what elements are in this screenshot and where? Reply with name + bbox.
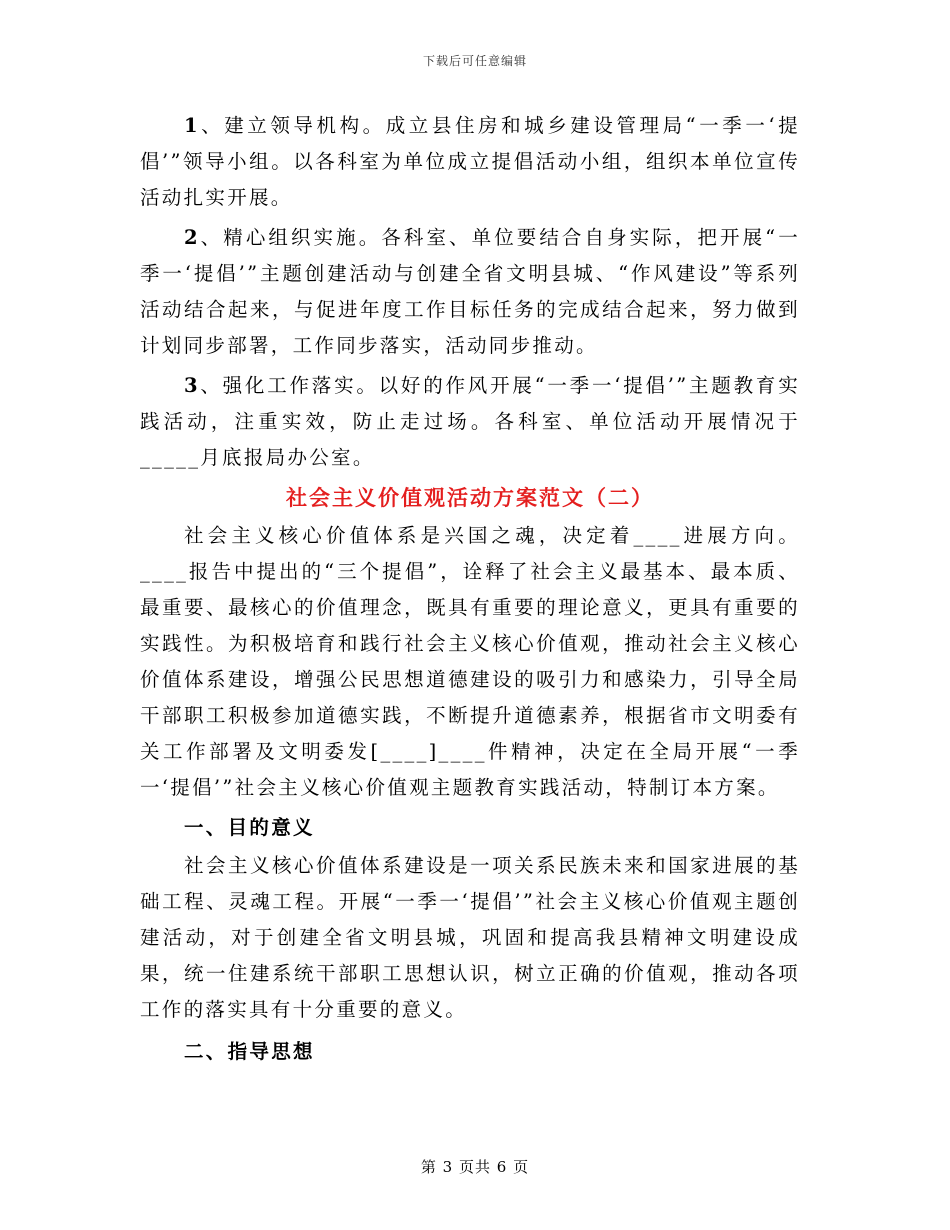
item-text: 、强化工作落实。以好的作风开展“一季一‘提倡’”主题教育实践活动，注重实效，防止走过场。各科室、单位活动开展情况于_____月底报局办公室。 <box>140 374 800 469</box>
page-header-note: 下载后可任意编辑 <box>422 54 527 68</box>
item-text: 、建立领导机构。成立县住房和城乡建设管理局“一季一‘提倡’”领导小组。以各科室为单位成立提倡活动小组，组织本单位宣传活动扎实开展。 <box>140 114 800 209</box>
item-number: 3 <box>184 374 200 397</box>
document-body <box>140 108 800 1072</box>
heading-purpose: 一、目的意义 <box>184 816 315 839</box>
section-title: 社会主义价值观活动方案范文（二） <box>286 485 654 510</box>
intro-paragraph: 社会主义核心价值体系是兴国之魂，决定着____进展方向。____报告中提出的“三个提倡”，诠释了社会主义最基本、最本质、最重要、最核心的价值理念，既具有重要的理论意义，更具有重要的实践性。为积极培育和践行社会主义核心价值观，推动社会主义核心价值体系建设，增强公民思想道德建设的吸引力和感染力，引导全局干部职工积极参加道德实践，不断提升道德素养，根据省市文明委有关工作部署及文明委发[____]____件精神，决定在全局开展“一季一‘提倡’”社会主义核心价值观主题教育实践活动，特制订本方案。 <box>140 524 800 799</box>
list-item-2 <box>140 220 800 364</box>
purpose-paragraph: 社会主义核心价值体系建设是一项关系民族未来和国家进展的基础工程、灵魂工程。开展“一季一‘提倡’”社会主义核心价值观主题创建活动，对于创建全省文明县城，巩固和提高我县精神文明建设成果，统一住建系统干部职工思想认识，树立正确的价值观，推动各项工作的落实具有十分重要的意义。 <box>140 854 800 1021</box>
list-item-3 <box>140 368 800 476</box>
item-number: 2 <box>184 226 200 249</box>
item-number: 1 <box>184 114 200 137</box>
list-item-1 <box>140 108 800 216</box>
item-text: 、精心组织实施。各科室、单位要结合自身实际，把开展“一季一‘提倡’”主题创建活动与创建全省文明县城、“作风建设”等系列活动结合起来，与促进年度工作目标任务的完成结合起来，努力做到计划同步部署，工作同步落实，活动同步推动。 <box>140 226 800 357</box>
heading-guiding-ideology: 二、指导思想 <box>184 1040 315 1063</box>
page-number-footer: 第 3 页共 6 页 <box>420 1158 530 1176</box>
